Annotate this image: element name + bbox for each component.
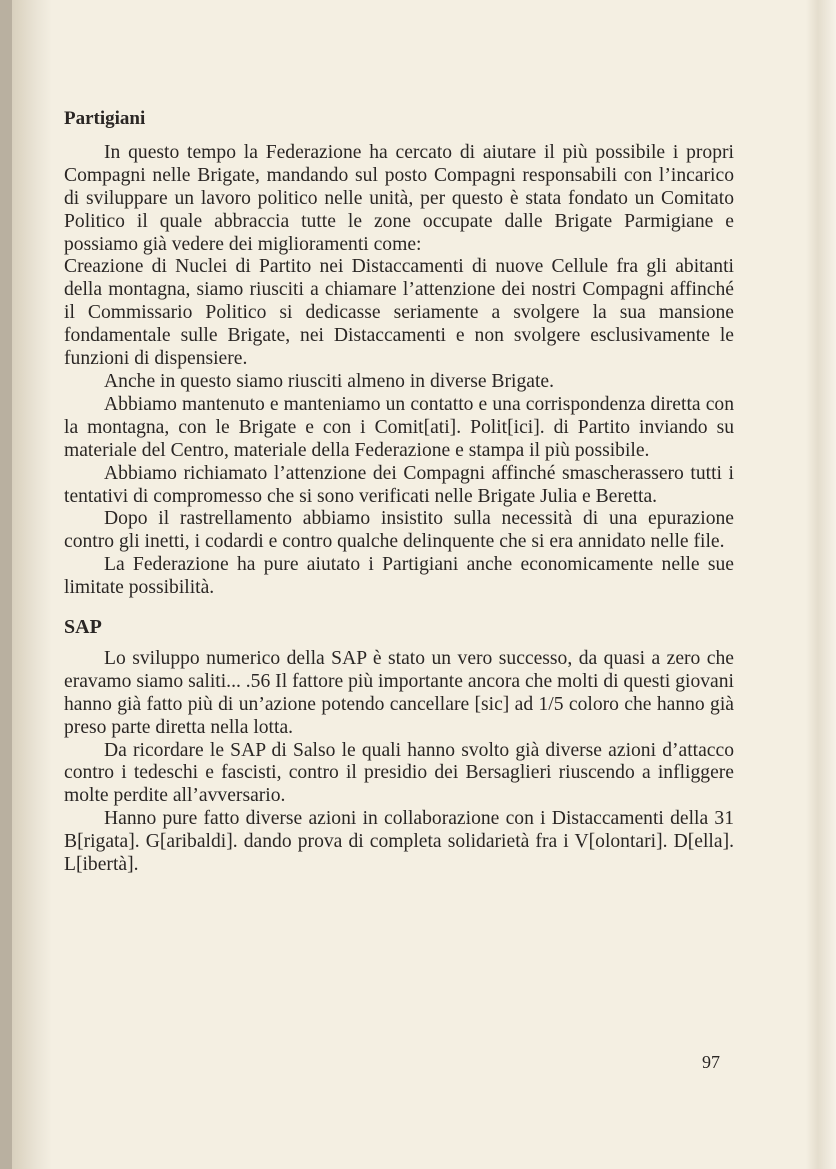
paragraph: Da ricordare le SAP di Salso le quali hanno svolto già diverse azioni d’attacco contro i tedeschi e fascisti, contro il presidio dei Bersaglieri riuscendo a infliggere molte perdite all’avversario. [64,739,734,807]
page-binding-shadow [0,0,52,1169]
page-text [64,108,734,877]
paragraph: Creazione di Nuclei di Partito nei Distaccamenti di nuove Cellule fra gli abitanti della montagna, siamo riusciti a chiamare l’attenzione dei nostri Compagni affinché il Commissario Politico si dedicasse seriamente a svolgere la sua mansione fondamentale sulle Brigate, nei Distaccamenti e non svolgere esclusivamente le funzioni di dispensiere. [64,256,734,370]
paragraph: In questo tempo la Federazione ha cercato di aiutare il più possibile i propri Compagni nelle Brigate, mandando sul posto Compagni responsabili con l’incarico di sviluppare un lavoro politico nelle unità, per questo è stata fondato un Comitato Politico il quale abbraccia tutte le zone occupate dalle Brigate Parmigiane e possiamo già vedere dei miglioramenti come: [64,141,734,255]
paragraph: Abbiamo richiamato l’attenzione dei Compagni affinché smascherassero tutti i tentativi di compromesso che si sono verificati nelle Brigate Julia e Beretta. [64,462,734,507]
section-heading-partigiani: Partigiani [64,108,146,129]
paragraph: Dopo il rastrellamento abbiamo insistito sulla necessità di una epurazione contro gli inetti, i codardi e contro qualche delinquente che si era annidato nelle file. [64,508,734,553]
paragraph: Abbiamo mantenuto e manteniamo un contatto e una corrispondenza diretta con la montagna, con le Brigate e con i Comit[ati]. Polit[ici]. di Partito inviando su materiale del Centro, materiale della Federazione e stampa il più possibile. [64,393,734,461]
page-right-edge [806,0,836,1169]
page-number: 97 [702,1052,720,1072]
paragraph: Lo sviluppo numerico della SAP è stato un vero successo, da quasi a zero che eravamo siamo saliti... .56 Il fattore più importante ancora che molti di questi giovani hanno già fatto più di un’azione potendo cancellare [sic] ad 1/5 coloro che hanno già preso parte diretta nella lotta. [64,647,734,738]
paragraph: Hanno pure fatto diverse azioni in collaborazione con i Distaccamenti della 31 B[rigata]. G[aribaldi]. dando prova di completa solidarietà fra i V[olontari]. D[ella]. L[ibertà]. [64,808,734,876]
paragraph: La Federazione ha pure aiutato i Partigiani anche economicamente nelle sue limitate possibilità. [64,554,734,599]
section-heading-sap: SAP [64,616,102,639]
paragraph: Anche in questo siamo riusciti almeno in diverse Brigate. [104,370,555,392]
binding-edge [0,0,12,1169]
